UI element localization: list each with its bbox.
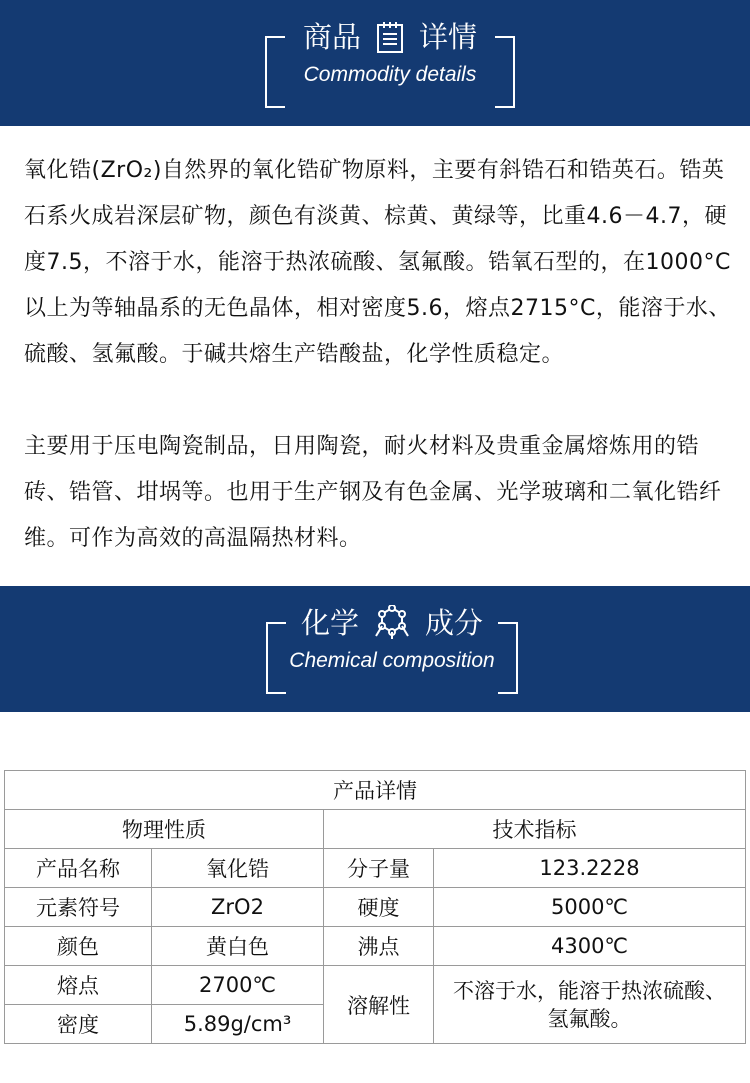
cell-label: 颜色 — [5, 927, 152, 966]
table-header-row — [5, 810, 746, 849]
cell-value: 4300℃ — [434, 927, 746, 966]
cell-value: 5.89g/cm³ — [152, 1005, 324, 1044]
title-frame — [265, 20, 515, 108]
table-row — [5, 966, 746, 1005]
description-paragraph-1: 氧化锆(ZrO₂)自然界的氧化锆矿物原料，主要有斜锆石和锆英石。锆英石系火成岩深层矿物，颜色有淡黄、棕黄、黄绿等，比重4.6－4.7，硬度7.5，不溶于水，能溶于热浓硫酸、氢氟酸。锆氧石型的，在1000°C以上为等轴晶系的无色晶体，相对密度5.6，熔点2715°C，能溶于水、硫酸、氢氟酸。于碱共熔生产锆酸盐，化学性质稳定。 — [24, 158, 731, 367]
cell-value: 5000℃ — [434, 888, 746, 927]
table-row — [5, 849, 746, 888]
header-banner-commodity — [0, 0, 750, 126]
section-title — [285, 19, 495, 55]
cell-value: 黄白色 — [152, 927, 324, 966]
table-row — [5, 888, 746, 927]
cell-value: 氧化锆 — [152, 849, 324, 888]
cell-label: 元素符号 — [5, 888, 152, 927]
section-subtitle: Commodity details — [303, 63, 477, 86]
cell-label: 熔点 — [5, 966, 152, 1005]
description-paragraph-2: 主要用于压电陶瓷制品，日用陶瓷，耐火材料及贵重金属熔炼用的锆砖、锆管、坩埚等。也用于生产钢及有色金属、光学玻璃和二氧化锆纤维。可作为高效的高温隔热材料。 — [24, 434, 722, 551]
cell-value-multiline — [434, 966, 746, 1044]
header-banner-chemical — [0, 586, 750, 712]
cell-label: 密度 — [5, 1005, 152, 1044]
left-header: 物理性质 — [5, 810, 324, 849]
cell-value: 2700℃ — [152, 966, 324, 1005]
cell-label: 分子量 — [324, 849, 434, 888]
cell-label: 沸点 — [324, 927, 434, 966]
solubility-line-2: 氢氟酸。 — [547, 1006, 632, 1031]
table-title: 产品详情 — [5, 771, 746, 810]
title-left-text: 化学 — [300, 606, 359, 640]
right-header: 技术指标 — [324, 810, 746, 849]
product-details-table — [4, 770, 746, 1044]
cell-label: 产品名称 — [5, 849, 152, 888]
notepad-icon — [375, 20, 405, 54]
molecule-icon — [373, 605, 411, 641]
cell-value: 123.2228 — [434, 849, 746, 888]
title-right-text: 详情 — [419, 20, 478, 54]
table-title-row — [5, 771, 746, 810]
title-left-text: 商品 — [302, 20, 361, 54]
title-right-text: 成分 — [425, 606, 484, 640]
cell-label: 硬度 — [324, 888, 434, 927]
table-row — [5, 927, 746, 966]
cell-value: ZrO2 — [152, 888, 324, 927]
section-title — [286, 605, 498, 641]
solubility-line-1: 不溶于水，能溶于热浓硫酸、 — [453, 978, 726, 1003]
cell-label: 溶解性 — [324, 966, 434, 1044]
title-frame — [266, 606, 518, 694]
section-subtitle: Chemical composition — [289, 649, 495, 672]
